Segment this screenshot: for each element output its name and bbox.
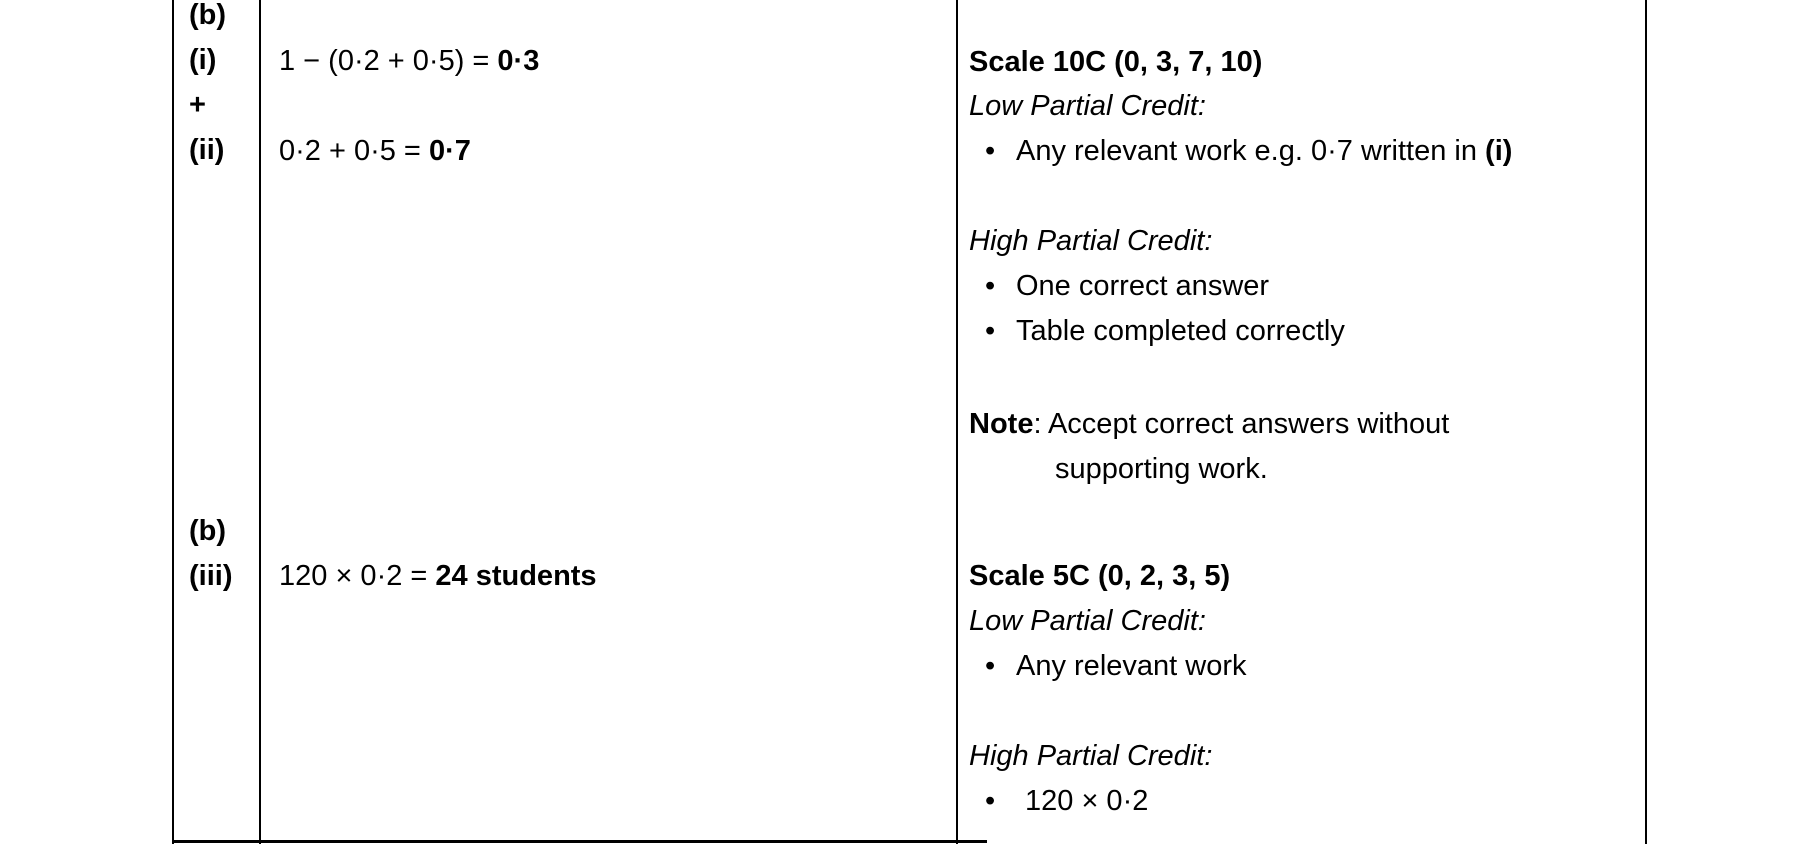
- list-item-text: 120 × 0·2: [1025, 785, 1149, 817]
- high-partial-credit-heading: High Partial Credit:: [969, 225, 1213, 257]
- bullet-icon: •: [985, 135, 996, 167]
- bullet-icon: •: [985, 785, 996, 817]
- list-item-text: One correct answer: [1016, 270, 1270, 302]
- low-partial-credit-heading: Low Partial Credit:: [969, 90, 1206, 122]
- solution-work: 1 − (0·2 + 0·5) =: [279, 45, 498, 77]
- list-item-text: Table completed correctly: [1016, 315, 1345, 347]
- low-partial-credit-heading: Low Partial Credit:: [969, 605, 1206, 637]
- solution-line: [279, 554, 597, 599]
- list-item-text: Any relevant work e.g. 0·7 written in: [1016, 135, 1486, 167]
- list-item: [985, 129, 1512, 174]
- list-item: [985, 264, 1269, 309]
- note-line: [969, 402, 1449, 447]
- label-solution-divider: [259, 0, 261, 844]
- note-text: : Accept correct answers without: [1033, 408, 1450, 440]
- table-border-right: [1645, 0, 1647, 844]
- list-item-text: Any relevant work: [1016, 650, 1247, 682]
- solution-answer: 0·3: [497, 45, 540, 77]
- solution-work: 120 × 0·2 =: [279, 560, 436, 592]
- solution-answer: 24 students: [435, 560, 597, 592]
- solution-answer: 0·7: [428, 135, 471, 167]
- part-label-line: (b): [189, 0, 227, 31]
- solution-line: [279, 39, 539, 84]
- bullet-icon: •: [985, 650, 996, 682]
- bullet-icon: •: [985, 270, 996, 302]
- solution-work: 0·2 + 0·5 =: [279, 135, 429, 167]
- list-item: [985, 309, 1345, 354]
- part-label-row1: [189, 0, 226, 173]
- part-label-line: +: [189, 89, 206, 121]
- list-item-bold-suffix: (i): [1485, 135, 1513, 167]
- high-partial-credit-heading: High Partial Credit:: [969, 740, 1213, 772]
- part-label-line: (ii): [189, 134, 225, 166]
- list-item: [985, 779, 1148, 824]
- note-line-continuation: supporting work.: [1055, 453, 1268, 485]
- row-bottom-border: [172, 840, 987, 843]
- part-label-line: (b): [189, 515, 227, 547]
- note-label: Note: [969, 408, 1034, 440]
- solution-line: [279, 129, 471, 174]
- part-label-row2: [189, 509, 233, 599]
- part-label-line: (i): [189, 44, 217, 76]
- solution-notes-divider: [956, 0, 958, 844]
- list-item: [985, 644, 1247, 689]
- scale-heading: Scale 10C (0, 3, 7, 10): [969, 46, 1263, 78]
- table-border-left: [172, 0, 174, 844]
- scale-heading: Scale 5C (0, 2, 3, 5): [969, 560, 1231, 592]
- part-label-line: (iii): [189, 560, 233, 592]
- bullet-icon: •: [985, 315, 996, 347]
